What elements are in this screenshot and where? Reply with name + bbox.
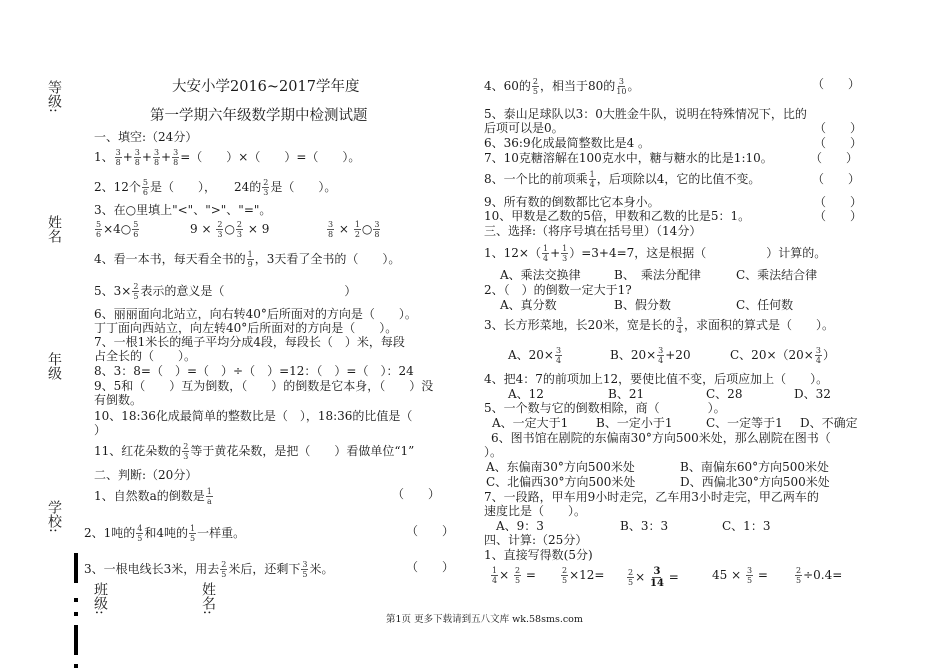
- question-fill-7b: 占全长的（ ）。: [94, 349, 197, 363]
- question-fill-3: 3、在○里填上"<"、">"、"="。: [94, 203, 272, 217]
- question-fill-2: 2、12个 $\frac{5}{6}$ 是（ ）， 24的 $\frac{2}{3}$ 是（ ）。: [94, 178, 337, 197]
- option: A、乘法交换律: [500, 268, 581, 282]
- option: A、东偏南30°方向500米处: [486, 460, 635, 474]
- question-choice-5: 5、一个数与它的倒数相除，商（ ）。: [484, 401, 726, 415]
- question-choice-6b: ）。: [484, 445, 503, 459]
- option: B、 乘法分配律: [614, 268, 701, 282]
- calc-expression-5: $\frac{2}{5}$ ÷0.4=: [796, 566, 843, 585]
- question-choice-4: 4、把4：7的前项加上12，要使比值不变，后项应加上（ ）。: [484, 372, 829, 386]
- question-judge-8: 8、一个比的前项乘 $\frac{1}{4}$ ，后项除以4，它的比值不变。: [484, 170, 761, 189]
- option: B、3：3: [620, 519, 669, 533]
- side-label-grade: 等级:: [46, 80, 62, 113]
- question-judge-5a: 5、泰山足球队以3：0大胜金牛队，说明在特殊情况下，比的: [484, 107, 807, 121]
- option: D、西偏北30°方向500米处: [680, 475, 830, 489]
- binding-bar: [74, 625, 78, 655]
- answer-paren: （ ）: [814, 121, 863, 135]
- answer-paren: （ ）: [406, 524, 455, 538]
- question-judge-10: 10、甲数是乙数的5倍，甲数和乙数的比是5：1。: [484, 209, 751, 223]
- binding-bar: [74, 553, 78, 583]
- option: C、北偏西30°方向500米处: [486, 475, 636, 489]
- question-judge-4: 4、60的 $\frac{2}{5}$ ，相当于80的 $\frac{3}{10}$ 。: [484, 77, 640, 96]
- side-label-name: 姓名: [46, 215, 62, 243]
- option: B、假分数: [614, 298, 671, 312]
- side-label-year: 年级: [46, 352, 62, 380]
- page-title: 大安小学2016~2017学年度: [172, 79, 360, 95]
- option: C、一定等于1: [706, 416, 783, 430]
- question-judge-6: 6、36:9化成最简整数比是4 。: [484, 136, 651, 150]
- question-choice-1: 1、12×（ $\frac{1}{4}$ + $\frac{1}{3}$ ）=3+4=7，这是根据（ ）计算的。: [484, 244, 827, 263]
- answer-paren: （ ）: [810, 151, 859, 165]
- question-fill-3-compare-1: $\frac{5}{6}$ ×4○ $\frac{5}{6}$: [96, 220, 139, 239]
- question-judge-9: 9、所有数的倒数都比它本身小。: [484, 195, 660, 209]
- option: A、一定大于1: [492, 416, 569, 430]
- question-choice-7a: 7、一段路，甲车用9小时走完，乙车用3小时走完，甲乙两车的: [484, 490, 819, 504]
- question-fill-6a: 6、丽丽面向北站立，向右转40°后所面对的方向是（ ）。: [94, 307, 417, 321]
- question-fill-4: 4、看一本书，每天看全书的 $\frac{1}{9}$ ，3天看了全书的（ ）。: [94, 250, 401, 269]
- option: C、1：3: [722, 519, 771, 533]
- question-choice-6a: 6、图书馆在剧院的东偏南30°方向500米处，那么剧院在图书（: [491, 431, 831, 445]
- option: C、任何数: [736, 298, 794, 312]
- question-fill-5: 5、3× $\frac{2}{5}$ 表示的意义是（ ）: [94, 282, 357, 301]
- question-choice-2: 2、（ ）的倒数一定大于1?: [484, 283, 632, 297]
- question-fill-8: 8、3：8=（ ）=（ ）÷（ ）=12：（ ）=（ ）：24: [94, 364, 414, 378]
- option: C、20×（20× $\frac{3}{4}$ ）: [730, 346, 835, 365]
- calc-subheading: 1、直接写得数(5分): [484, 548, 593, 562]
- side-label-class: 班级:: [92, 582, 108, 615]
- calc-expression-3: $\frac{2}{5}$ × $\frac{3}{14}$ =: [628, 566, 679, 589]
- side-label-school: 学校:: [46, 500, 62, 533]
- question-fill-9b: 有倒数。: [94, 393, 143, 407]
- option: B、一定小于1: [596, 416, 673, 430]
- question-judge-3: 3、一根电线长3米，用去 $\frac{2}{5}$ 米后，还剩下 $\frac{3}{5}$ 米。: [84, 560, 334, 579]
- option: C、乘法结合律: [736, 268, 818, 282]
- answer-paren: （ ）: [814, 136, 863, 150]
- calc-expression-2: $\frac{2}{5}$ ×12=: [562, 566, 605, 585]
- question-fill-6b: 丁丁面向西站立，向左转40°后所面对的方向是（ ）。: [94, 321, 398, 335]
- calc-expression-4: 45 × $\frac{3}{5}$ =: [712, 566, 768, 585]
- option: A、真分数: [500, 298, 557, 312]
- question-fill-3-compare-2: 9 × $\frac{2}{3}$ ○ $\frac{2}{3}$ × 9: [190, 220, 270, 239]
- binding-dot: [74, 598, 78, 602]
- answer-paren: （ ）: [814, 195, 863, 209]
- option: B、21: [608, 387, 645, 401]
- section-heading-choice: 三、选择:（将序号填在括号里）（14分）: [484, 224, 702, 238]
- side-label-name2: 姓名:: [200, 582, 216, 615]
- page-subtitle: 第一学期六年级数学期中检测试题: [150, 108, 368, 124]
- page-footer: 第1页 更多下载请到五八文库 wk.58sms.com: [386, 614, 583, 625]
- answer-paren: （ ）: [812, 172, 861, 186]
- option: B、南偏东60°方向500米处: [680, 460, 829, 474]
- answer-paren: （ ）: [812, 77, 861, 91]
- binding-dot: [74, 664, 78, 668]
- question-choice-3: 3、长方形菜地，长20米，宽是长的 $\frac{3}{4}$ ，求面积的算式是（ ）。: [484, 316, 835, 335]
- question-fill-10b: ）: [94, 423, 107, 437]
- question-fill-10: 10、18:36化成最简单的整数比是（ ），18:36的比值是（: [94, 409, 413, 423]
- question-judge-1: 1、自然数a的倒数是 $\frac{1}{a}$: [94, 487, 212, 506]
- section-heading-judge: 二、判断:（20分）: [94, 468, 198, 482]
- question-judge-5b: 后项可以是0。: [484, 121, 564, 135]
- answer-paren: （ ）: [392, 487, 441, 501]
- binding-dot: [74, 612, 78, 616]
- question-fill-7a: 7、一根1米长的绳子平均分成4段，每段长（ ）米，每段: [94, 335, 405, 349]
- question-fill-1: 1、 $\frac{3}{8}$ + $\frac{3}{8}$ + $\frac{3}{8}$ + $\frac{3}{8}$ =（ ）×（ ）=（ ）。: [94, 148, 361, 167]
- calc-expression-1: $\frac{1}{4}$ × $\frac{2}{5}$ =: [492, 566, 536, 585]
- answer-paren: （ ）: [814, 209, 863, 223]
- option: B、20× $\frac{3}{4}$ +20: [610, 346, 691, 365]
- question-judge-2: 2、1吨的 $\frac{4}{5}$ 和4吨的 $\frac{1}{5}$ 一样重。: [84, 524, 246, 543]
- option: D、32: [794, 387, 831, 401]
- question-judge-7: 7、10克糖溶解在100克水中，糖与糖水的比是1:10。: [484, 151, 773, 165]
- section-heading-calc: 四、计算:（25分）: [484, 533, 588, 547]
- question-fill-3-compare-3: $\frac{3}{8}$ × $\frac{1}{2}$ ○ $\frac{3}{8}$: [328, 220, 380, 239]
- option: C、28: [706, 387, 743, 401]
- question-fill-9a: 9、5和（ ）互为倒数，（ ）的倒数是它本身，（ ）没: [94, 379, 434, 393]
- option: D、不确定: [800, 416, 858, 430]
- option: A、9：3: [496, 519, 544, 533]
- option: A、20× $\frac{3}{4}$: [508, 346, 562, 365]
- option: A、12: [508, 387, 544, 401]
- question-fill-11: 11、红花朵数的 $\frac{2}{3}$ 等于黄花朵数，是把（ ）看做单位“1”: [94, 442, 415, 461]
- section-heading-fill: 一、填空:（24分）: [94, 130, 198, 144]
- answer-paren: （ ）: [406, 560, 455, 574]
- question-choice-7b: 速度比是（ ）。: [484, 504, 587, 518]
